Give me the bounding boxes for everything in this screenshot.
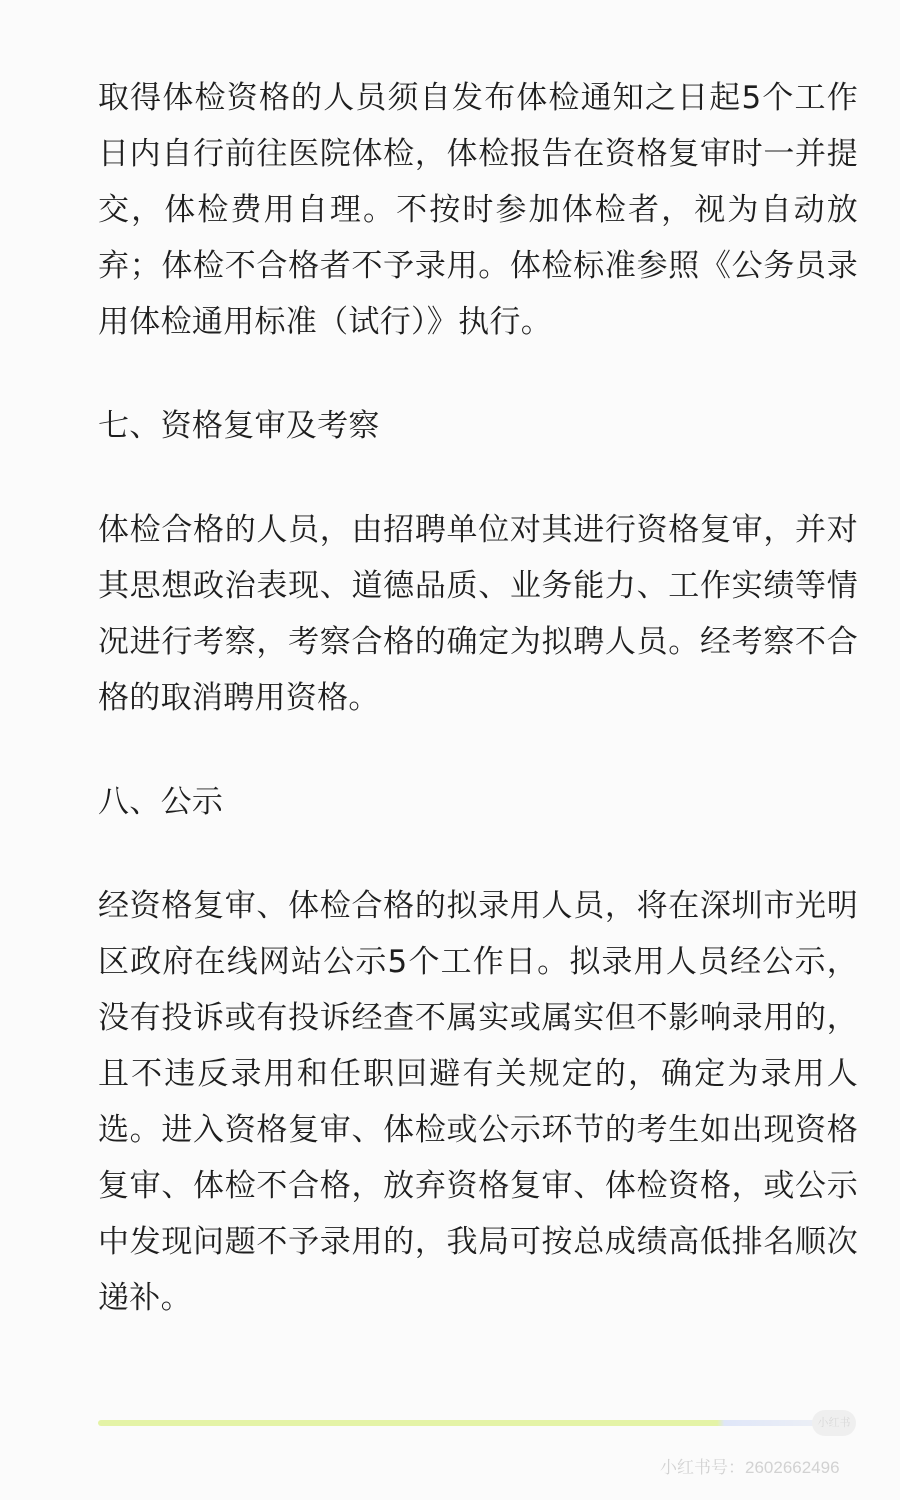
section-heading-publicity: 八、公示 <box>98 784 224 820</box>
spacer <box>98 454 858 502</box>
watermark-account-id: 小红书号：2602662496 <box>660 1458 840 1477</box>
footer-divider-bar <box>98 1420 818 1426</box>
document-body <box>98 70 858 1326</box>
spacer <box>98 830 858 878</box>
spacer <box>98 726 858 774</box>
paragraph-review: 体检合格的人员，由招聘单位对其进行资格复审，并对其思想政治表现、道德品质、业务能力、工作实绩等情况进行考察，考察合格的确定为拟聘人员。经考察不合格的取消聘用资格。 <box>98 512 858 716</box>
spacer <box>98 350 858 398</box>
section-heading-review: 七、资格复审及考察 <box>98 408 380 444</box>
paragraph-publicity: 经资格复审、体检合格的拟录用人员，将在深圳市光明区政府在线网站公示5个工作日。拟录用人员经公示，没有投诉或有投诉经查不属实或属实但不影响录用的，且不违反录用和任职回避有关规定的，确定为录用人选。进入资格复审、体检或公示环节的考生如出现资格复审、体检不合格，放弃资格复审、体检资格，或公示中发现问题不予录用的，我局可按总成绩高低排名顺次递补。 <box>98 888 858 1316</box>
xiaohongshu-logo: 小红书 <box>812 1410 856 1436</box>
paragraph-physical-exam: 取得体检资格的人员须自发布体检通知之日起5个工作日内自行前往医院体检，体检报告在资格复审时一并提交，体检费用自理。不按时参加体检者，视为自动放弃；体检不合格者不予录用。体检标准参照《公务员录用体检通用标准（试行）》执行。 <box>98 80 858 340</box>
